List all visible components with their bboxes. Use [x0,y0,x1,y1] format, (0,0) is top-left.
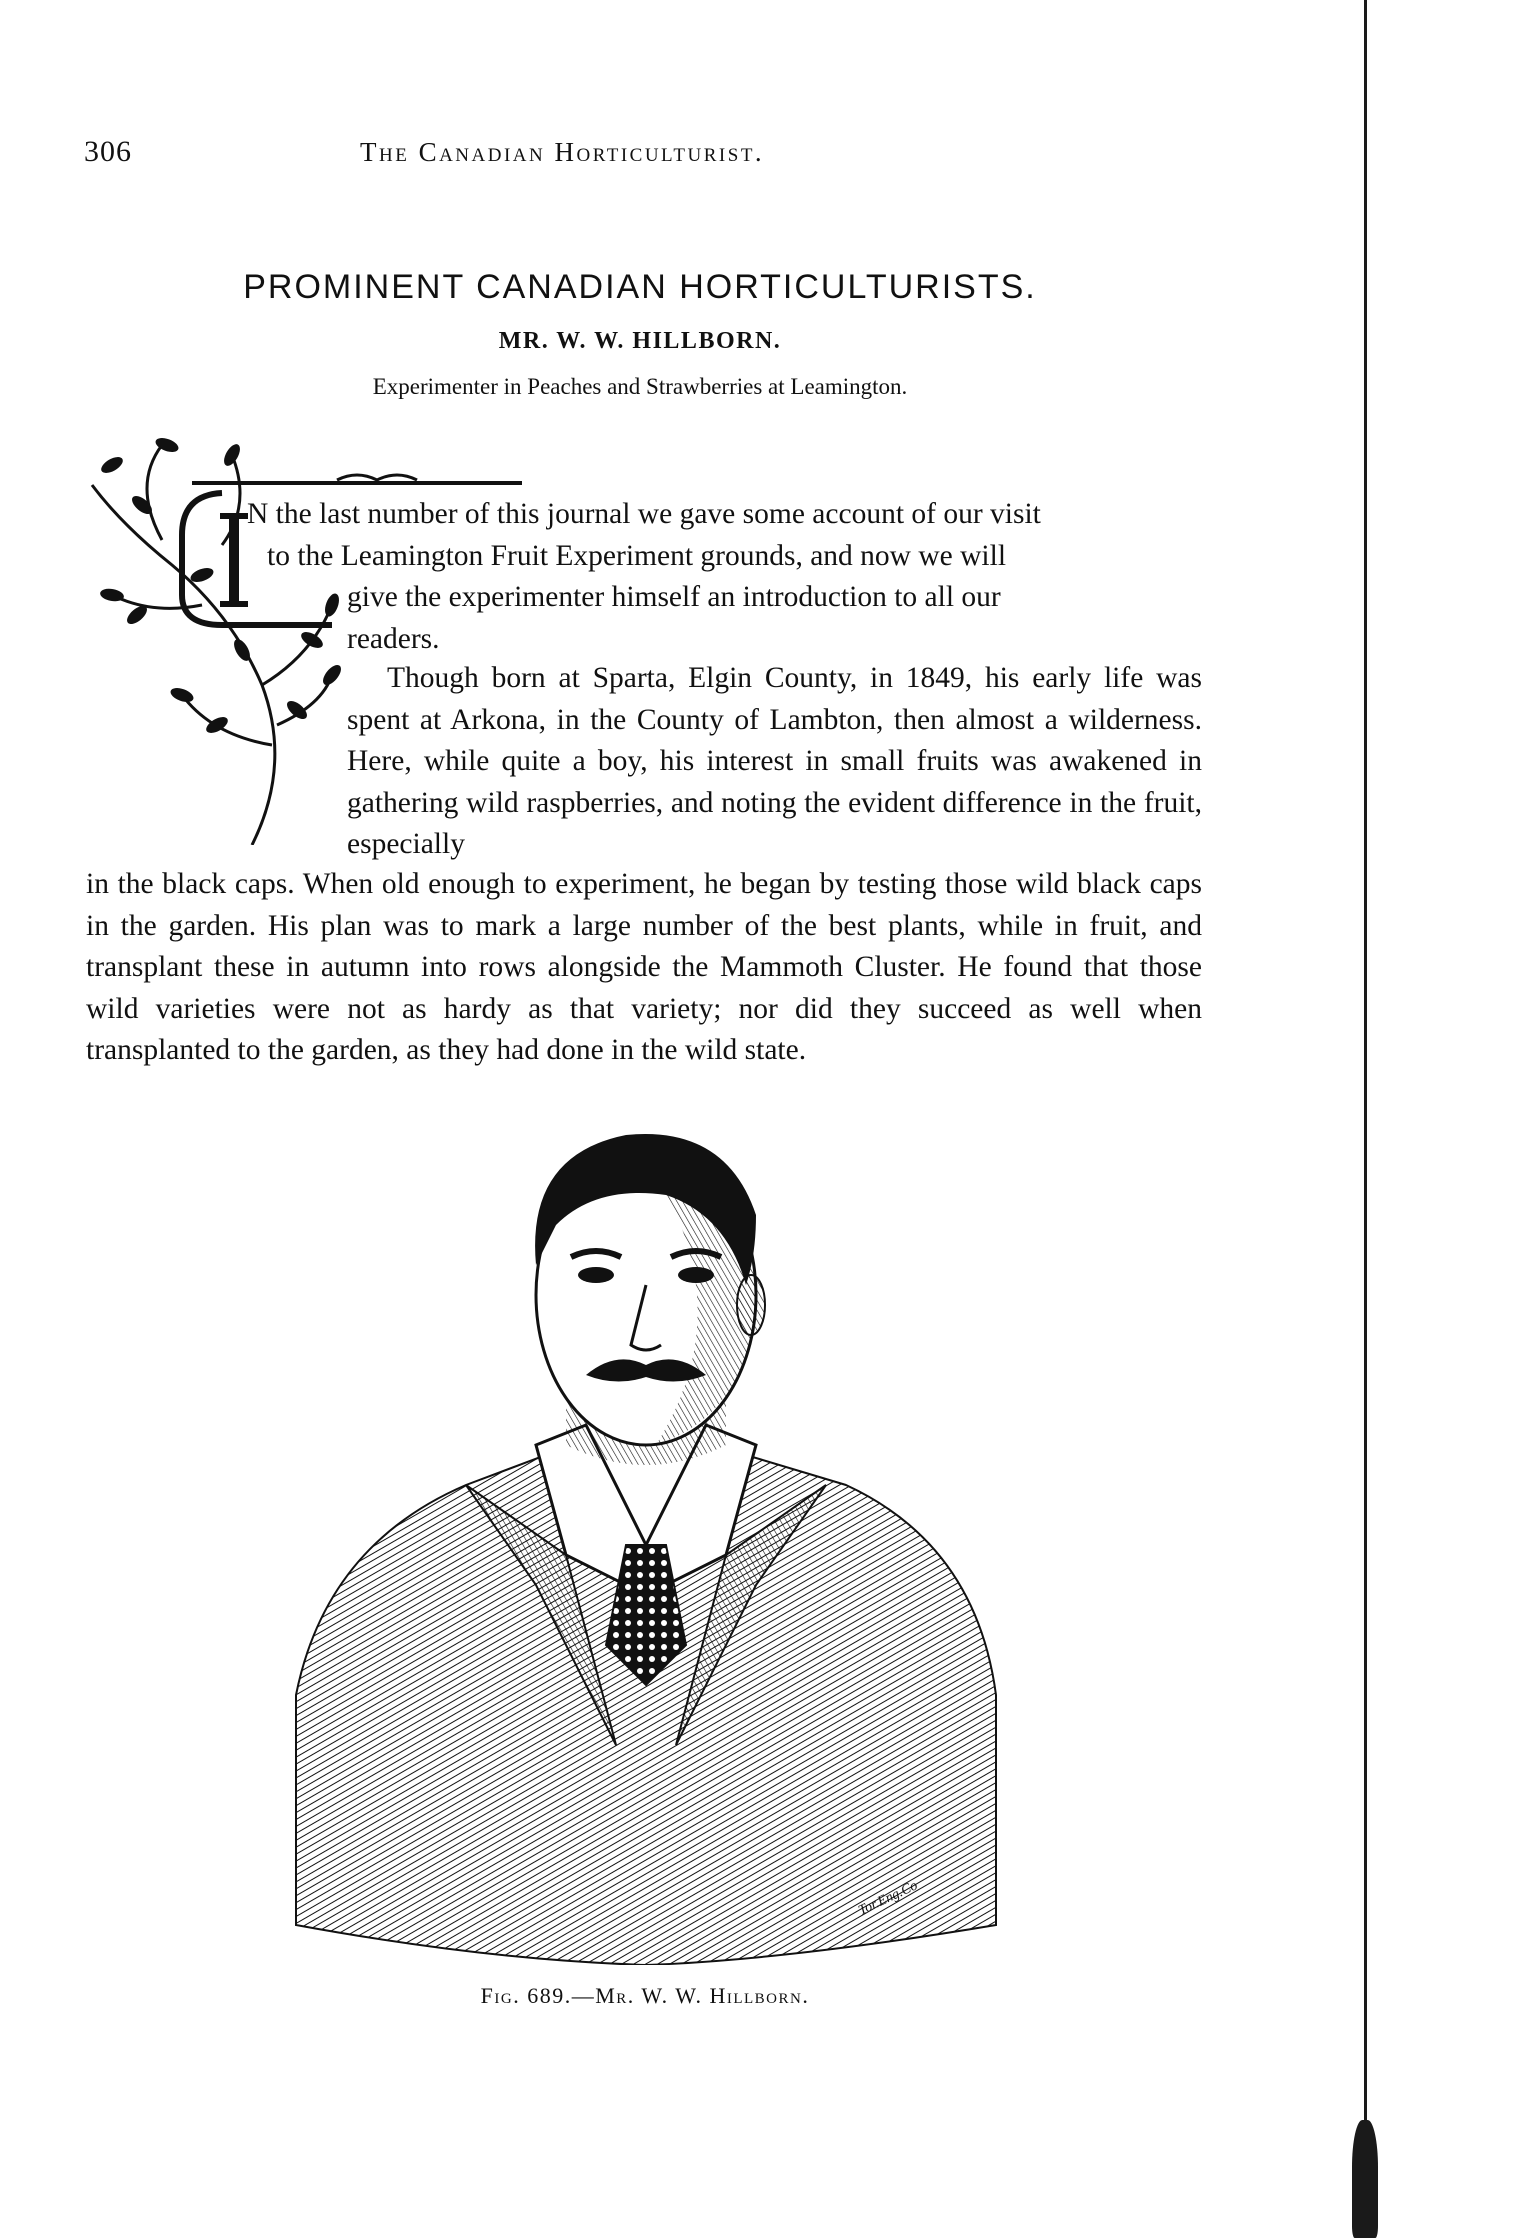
paragraph-1-line-3: give the experimenter himself an introduction to all our [347,581,1001,613]
figure-caption: Fig. 689.—Mr. W. W. Hillborn. [480,1983,810,2008]
binding-edge-line [1364,0,1367,2238]
paragraph-1-line-2: to the Leamington Fruit Experiment grounds, and now we will [267,539,1007,572]
running-head: The Canadian Horticulturist. [360,137,765,167]
engraver-mark: Tor.Eng.Co [856,1878,921,1919]
paragraph-2-narrow: Though born at Sparta, Elgin County, in 1849, his early life was spent at Arkona, in the County of Lambton, then almost a wilderness. Here, while quite a boy, his interest in small fruits was awakened in gathering wild raspberries, and noting the evident difference in the fruit, especially [347,662,1202,860]
article-title: PROMINENT CANADIAN HORTICULTURISTS. [243,267,1037,306]
subject-role: Experimenter in Peaches and Strawberries at Leamington. [372,374,908,399]
subject-name: MR. W. W. HILLBORN. [498,328,782,354]
paragraph-2-full: in the black caps. When old enough to experiment, he began by testing those wild black caps in the garden. His plan was to mark a large number of the best plants, while in fruit, and transplant these in autumn into rows alongside the Mammoth Cluster. He found that those wild varieties were not as hardy as that variety; nor did they succeed as well when transplanted to the garden, as they had done in the wild state. [86,868,1202,1066]
binding-edge-blot [1352,2120,1378,2238]
page-number: 306 [84,135,132,168]
paragraph-1-line-1: N the last number of this journal we gave some account of our visit [247,498,1041,530]
paragraph-1-line-4: readers. [347,622,440,655]
paragraph-1 [247,494,1202,660]
engraved-portrait-illustration [286,1125,1006,1965]
